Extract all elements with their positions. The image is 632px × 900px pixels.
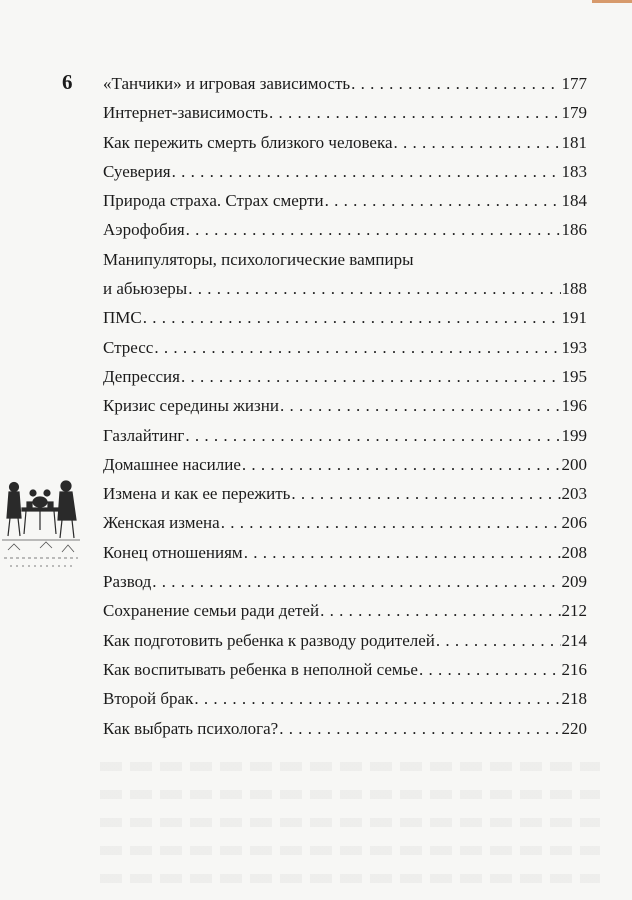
toc-entry-page: 214 (561, 630, 587, 650)
toc-entry (103, 421, 587, 450)
toc-entry (103, 684, 587, 713)
toc-entry (103, 596, 587, 625)
toc-entry-title: ПМС (103, 308, 142, 328)
dot-leader (194, 684, 560, 713)
toc-entry-title: Женская измена (103, 513, 220, 533)
toc-entry (103, 69, 587, 98)
toc-entry-page: 218 (561, 689, 587, 709)
toc-entry-page: 193 (561, 337, 587, 357)
toc-entry-title: «Танчики» и игровая зависимость (103, 74, 351, 93)
dot-leader (351, 69, 560, 98)
bleed-through-text (100, 762, 600, 771)
dot-leader (419, 655, 561, 684)
toc-entry (103, 479, 587, 508)
dot-leader (181, 362, 561, 391)
toc-entry-page: 200 (561, 454, 587, 474)
toc-entry-page: 179 (561, 103, 587, 123)
toc-entry (103, 186, 587, 215)
page-number: 6 (62, 70, 73, 94)
toc-entry-title: Как выбрать психолога? (103, 718, 279, 738)
toc-entry-title: Стресс (103, 337, 154, 357)
toc-entry-page: 208 (561, 542, 587, 562)
bleed-through-text (100, 818, 600, 827)
dot-leader (325, 186, 561, 215)
toc-entry-title: Сохранение семьи ради детей (103, 601, 320, 621)
dot-leader (279, 714, 560, 743)
dot-leader (143, 303, 561, 332)
dot-leader (154, 333, 560, 362)
dot-leader (291, 479, 560, 508)
toc-entry-page: 199 (561, 425, 587, 445)
toc-entry (103, 333, 587, 362)
toc-entry (103, 98, 587, 127)
toc-entry-page: 216 (561, 659, 587, 679)
toc-entry (103, 303, 587, 332)
toc-entry (103, 128, 587, 157)
toc-entry (103, 245, 587, 304)
dot-leader (186, 215, 561, 244)
toc-entry-page: 209 (561, 572, 587, 592)
toc-entry-title: Интернет-зависимость (103, 103, 269, 123)
table-of-contents (103, 69, 587, 743)
toc-entry-page: 177 (561, 74, 587, 93)
toc-entry-page: 206 (561, 513, 587, 533)
toc-entry-title: Второй брак (103, 689, 194, 709)
dot-leader (394, 128, 561, 157)
dot-leader (152, 567, 560, 596)
toc-entry-page: 181 (561, 132, 587, 152)
toc-entry-page: 186 (561, 220, 587, 240)
toc-entry-title: и абьюзеры (103, 279, 188, 299)
dot-leader (320, 596, 560, 625)
bleed-through-text (100, 846, 600, 855)
toc-entry (103, 362, 587, 391)
toc-entry-title: Домашнее насилие (103, 454, 241, 474)
toc-entry-title: Суеверия (103, 161, 171, 181)
toc-entry-title: Развод (103, 572, 152, 592)
page-corner-mark (592, 0, 632, 3)
toc-entry (103, 655, 587, 684)
toc-entry-title: Кризис середины жизни (103, 396, 279, 416)
toc-entry-page: 220 (561, 718, 587, 738)
dot-leader (242, 450, 561, 479)
dot-leader (188, 274, 560, 303)
toc-entry-title: Аэрофобия (103, 220, 185, 240)
toc-entry (103, 626, 587, 655)
toc-entry-title: Как воспитывать ребенка в неполной семье (103, 659, 418, 679)
toc-entry-page: 188 (561, 279, 587, 299)
toc-entry-title: Природа страха. Страх смерти (103, 191, 324, 211)
bleed-through-text (100, 790, 600, 799)
dot-leader (269, 98, 560, 127)
toc-entry-title: Конец отношениям (103, 542, 243, 562)
toc-entry-page: 195 (561, 366, 587, 386)
toc-entry-page: 196 (561, 396, 587, 416)
dot-leader (185, 421, 560, 450)
toc-entry-title: Газлайтинг (103, 425, 185, 445)
toc-entry (103, 508, 587, 537)
toc-entry (103, 714, 587, 743)
dot-leader (436, 626, 561, 655)
dot-leader (172, 157, 561, 186)
toc-entry-page: 183 (561, 161, 587, 181)
dot-leader (280, 391, 561, 420)
dot-leader (244, 538, 561, 567)
toc-entry-title: Как подготовить ребенка к разводу родителей (103, 630, 435, 650)
toc-entry (103, 391, 587, 420)
toc-entry-page: 184 (561, 191, 587, 211)
toc-entry-title-line: Манипуляторы, психологические вампиры (103, 249, 414, 269)
toc-entry (103, 157, 587, 186)
dot-leader (221, 508, 561, 537)
toc-entry-title: Депрессия (103, 366, 180, 386)
toc-entry (103, 450, 587, 479)
tea-party-illustration (0, 478, 82, 576)
toc-entry (103, 538, 587, 567)
toc-entry (103, 567, 587, 596)
bleed-through-text (100, 874, 600, 883)
toc-entry-page: 212 (561, 601, 587, 621)
toc-entry-title: Как пережить смерть близкого человека (103, 132, 393, 152)
toc-entry (103, 215, 587, 244)
toc-entry-title: Измена и как ее пережить (103, 484, 291, 504)
toc-entry-page: 191 (561, 308, 587, 328)
toc-entry-page: 203 (561, 484, 587, 504)
